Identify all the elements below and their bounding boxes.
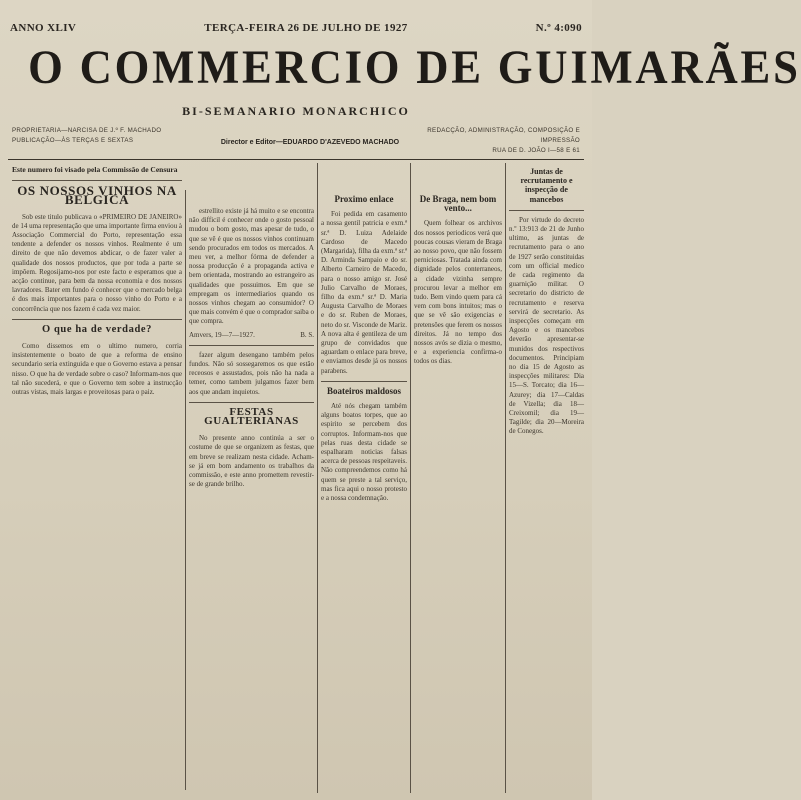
article-body-vinhos-2: estrellito existe já há muito e se encontra não difficil é conhecer onde o gosto pessoal mudou o bom gosto, mas apesar de tudo, o que se vê é que os nossos vinhos continuam sendo procurados em todos os mercados. A meu ver, a melhor fórma de defender a nossa producção é a propaganda activa e bem orientada, mostrando ao estrangeiro as qualidades que possuimos. Em que se empregam os intermediarios quando os nossos vinhos chegam ao consumidor? O que mais convém é que o comprador saiba o que compra. bbox=[189, 207, 314, 326]
column-divider bbox=[185, 190, 186, 790]
signature-place: Amvers, 19—7—1927. bbox=[189, 330, 255, 339]
article-body-festas: No presente anno continúa a ser o costume de que se organizem as festas, que em breve se realizam nesta cidade. Acham-se já em bom andamento os trabalhos da commissão, e este anno promettem revestir-se de grande brilho. bbox=[189, 434, 314, 489]
masthead-title: O COMMERCIO DE GUIMARÃES bbox=[28, 41, 801, 94]
column-3 bbox=[321, 163, 407, 793]
censor-note: Este numero foi visado pela Commissão de Censura bbox=[12, 165, 178, 174]
publisher-info bbox=[12, 126, 202, 146]
signature-initials: B. S. bbox=[300, 330, 314, 339]
issue-year: ANNO XLIV bbox=[10, 22, 77, 34]
column-4 bbox=[414, 163, 502, 793]
column-divider bbox=[317, 163, 318, 793]
publication-line: PUBLICAÇÃO—ÀS TERÇAS E SEXTAS bbox=[12, 137, 134, 144]
article-body-juntas: Por virtude do decreto n.º 13:913 de 21 de Junho ultimo, as juntas de recrutamento para o ano de 1927 serão constituidas com um official medico de cada regimento da guarnição militar. O secretario do districto de recrutamento e reserva servirá de secretario. As inspecções começam em Agosto e os mancebos deverão apresentar-se munidos dos respectivos documentos. Principiam no dia 15 de Agosto as inspecções militares: Dia 15—S. Torcato; dia 16—Azurey; dia 17—Caldas de Vizella; dia 18—Creixomil; dia 19—Tagilde; dia 20—Moreira de Conegos. bbox=[509, 215, 584, 436]
divider bbox=[189, 345, 314, 346]
column-1 bbox=[12, 163, 182, 793]
column-5 bbox=[509, 163, 584, 793]
article-title-braga: De Braga, nem bom vento... bbox=[419, 194, 497, 214]
issue-date: TERÇA-FEIRA 26 DE JULHO DE 1927 bbox=[204, 22, 408, 34]
article-body-festas-intro: fazer algum desengano também pelos fundos. Não só sossegaremos os que estão receosos e assustados, pois não ha nada a temer, como tambem julgamos fazer bem aos que andam inquietos. bbox=[189, 350, 314, 396]
director-line: Director e Editor—EDUARDO D'AZEVEDO MACHADO bbox=[220, 139, 400, 146]
divider bbox=[12, 180, 182, 181]
header-topline bbox=[10, 22, 582, 34]
article-body-verdade: Como dissemos em o ultimo numero, corria insistentemente o boato de que a reforma de ensino secundario seria extinguida e que o Governo estava a pensar nisso. O que ha de verdade sobre o caso? Informam-nos que tal não sucederá, e que o Governo tem sobre a instrucção outras vistas, mais largas e proveitosas para o paiz. bbox=[12, 342, 182, 397]
article-body-boateiros: Até nós chegam também alguns boatos torpes, que ao espirito se percebem dos corruptos. Informam-nos que pelas ruas desta cidade se espalharam noticias falsas acerca de pessoas respeitaveis. Não compreendemos como há quem se preste a tal serviço, mas fica aqui o nosso protesto e a nossa condemnação. bbox=[321, 402, 407, 503]
masthead-rule bbox=[8, 159, 584, 160]
column-divider bbox=[505, 163, 506, 793]
column-2 bbox=[189, 163, 314, 793]
spacer bbox=[321, 163, 407, 191]
divider bbox=[321, 381, 407, 382]
masthead-subtitle: BI-SEMANARIO MONARCHICO bbox=[182, 104, 410, 118]
office-line: REDACÇÃO, ADMINISTRAÇÃO, COMPOSIÇÃO E IMPRESSÃO bbox=[427, 127, 580, 144]
column-divider bbox=[410, 163, 411, 793]
article-title-proximo: Proximo enlace bbox=[334, 194, 394, 204]
owner-line: PROPRIETARIA—NARCISA DE J.º F. MACHADO bbox=[12, 127, 162, 134]
address-line: RUA DE D. JOÃO I—58 E 61 bbox=[492, 147, 580, 154]
article-title-verdade: O que ha de verdade? bbox=[41, 323, 152, 335]
divider bbox=[189, 402, 314, 403]
office-info bbox=[412, 126, 580, 156]
article-title-boateiros: Boateiros maldosos bbox=[326, 385, 402, 396]
article-title-vinhos: OS NOSSOS VINHOS NA BELGICA bbox=[17, 183, 177, 208]
divider bbox=[12, 319, 182, 320]
article-signature bbox=[189, 331, 314, 340]
article-title-festas: FESTAS GUALTERIANAS bbox=[204, 405, 299, 428]
spacer bbox=[189, 163, 314, 207]
spacer bbox=[414, 163, 502, 191]
article-title-juntas: Juntas de recrutamento e inspecção de mancebos bbox=[520, 167, 573, 204]
article-body-proximo: Foi pedida em casamento a nossa gentil patricia e exm.ª sr.ª D. Luiza Adelaide Cardoso de Macedo (Margarida), filha da exm.ª sr.ª D. Arminda Sampaio e do sr. Alberto Carneiro de Macedo, para o nosso amigo sr. José Julio Carvalho de Moraes, filho da exm.ª sr.ª D. Maria Augusta Carvalho de Moraes e do sr. Ruben de Moraes, neto do sr. Visconde de Mariz. A nova alta é gentileza de um grupo de convidados que aguardam o enlace para breve, e enviamos desde já os nossos parabens. bbox=[321, 210, 407, 375]
article-body-braga: Quem folhear os archivos dos nossos periodicos verá que poucas cousas vieram de Braga ao nosso povo, que não fossem perniciosas. Tratada ainda com dignidade pelos conterraneos, a cidade vizinha sempre procurou levar a melhor em tudo. Bem vindo quem para cá vem com bons intuitos; mas o que se vê são exigencias e pretensões que ferem os nossos direitos. Já no tempo dos nossos avós se dizia o mesmo, e a experiencia confirma-o todos os dias. bbox=[414, 219, 502, 366]
divider bbox=[509, 210, 584, 211]
issue-number: N.º 4:090 bbox=[535, 22, 582, 34]
article-body-vinhos-1: Sob este titulo publicava o «PRIMEIRO DE JANEIRO» de 14 uma representação que uma importante firma enviou à Associação Commercial do Porto, representação essa tendente a defender os nossos vinhos. Realmente é um direito de que não devemos abdicar, o de fazer valer a qualidade dos nossos productos, que por toda a parte se impõem. Regosijamo-nos por este facto e esperamos que a acção continue, para bem da nossa economia e dos nossos lavradores. Bater em fundo é conhecer que o mercado belga é dos mais importantes para o nosso vinho do Porto e a concorrência que nos fazem é cada vez maior. bbox=[12, 212, 182, 313]
